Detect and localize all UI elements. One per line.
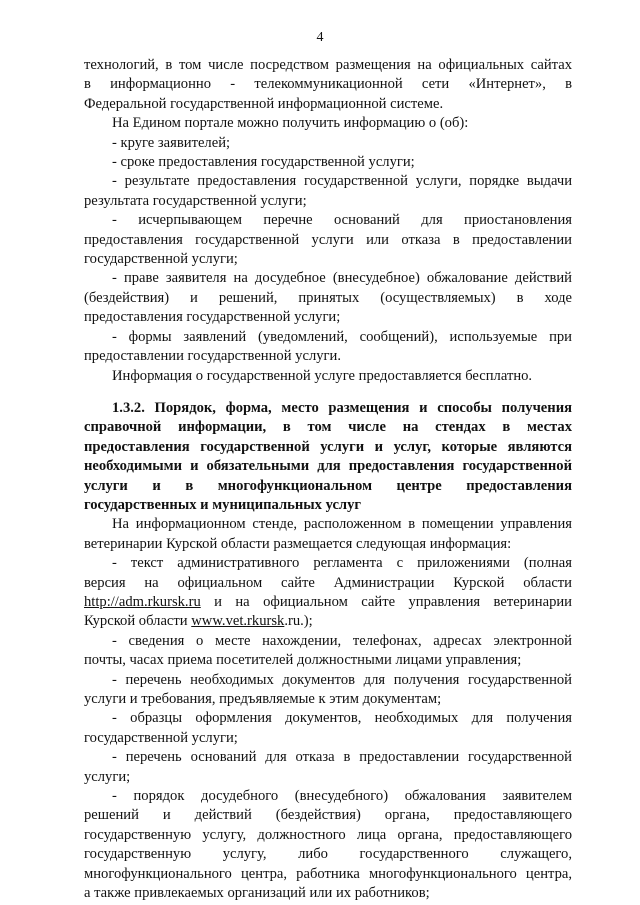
text-line: многофункционального центра, работника многофункционального центра, <box>84 865 572 882</box>
vet-site-link[interactable]: www.vet.rkursk <box>191 613 285 630</box>
text-line: Федеральной государственной информационной системе. <box>84 95 444 112</box>
page-number: 4 <box>316 30 324 45</box>
text-line <box>84 593 572 612</box>
list-item: - исчерпывающем перечне оснований для приостановления <box>112 212 572 229</box>
text-fragment: и на официальном сайте управления ветеринарии <box>200 593 572 610</box>
text-fragment: Курской области <box>84 613 192 630</box>
adm-site-link[interactable]: http://adm.rkursk.ru <box>84 593 201 610</box>
text-line: в информационно - телекоммуникационной сети «Интернет», в <box>84 76 572 93</box>
text-line: На Едином портале можно получить информацию о (об): <box>112 115 469 132</box>
list-item: - образцы оформления документов, необходимых для получения <box>112 710 572 727</box>
text-line: (бездействия) и решений, принятых (осуществляемых) в ходе <box>84 289 572 306</box>
section-heading: предоставления государственной услуги и услуг, которые являются <box>84 438 572 455</box>
text-line: государственной услуги; <box>84 251 238 268</box>
list-item: - сведения о месте нахождении, телефонах, адресах электронной <box>112 632 572 649</box>
list-item: - праве заявителя на досудебное (внесудебное) обжалование действий <box>112 270 572 287</box>
section-heading: справочной информации, в том числе на стендах в местах <box>84 419 572 436</box>
text-line: услуги и требования, предъявляемые к этим документам; <box>84 691 442 707</box>
text-line <box>84 612 572 631</box>
text-line: а также привлекаемых организаций или их работников; <box>84 885 430 902</box>
text-line: результата государственной услуги; <box>84 192 307 209</box>
list-item: - перечень необходимых документов для получения государственной <box>112 671 572 688</box>
list-item: - результате предоставления государственной услуги, порядке выдачи <box>112 173 572 190</box>
list-item: - круге заявителей; <box>112 134 231 151</box>
text-line: ветеринарии Курской области размещается следующая информация: <box>84 535 512 552</box>
section-heading: услуги и в многофункциональном центре предоставления <box>84 477 572 494</box>
text-line: решений и действий (бездействия) органа, предоставляющего <box>84 807 572 824</box>
section-heading: государственных и муниципальных услуг <box>84 496 362 513</box>
list-item: - сроке предоставления государственной услуги; <box>112 154 415 171</box>
text-line: государственную услугу, должностного лица органа, предоставляющего <box>84 826 572 843</box>
text-line: предоставлении государственной услуги. <box>84 348 341 365</box>
text-line: На информационном стенде, расположенном в помещении управления <box>112 516 572 533</box>
section-heading: необходимыми и обязательными для предоставления государственной <box>84 458 572 475</box>
text-line: почты, часах приема посетителей должностными лицами управления; <box>84 652 522 669</box>
section-heading: 1.3.2. Порядок, форма, место размещения и способы получения <box>112 399 572 416</box>
text-line: технологий, в том числе посредством размещения на официальных сайтах <box>84 57 572 73</box>
list-item: - порядок досудебного (внесудебного) обжалования заявителем <box>112 788 572 805</box>
list-item: - текст административного регламента с приложениями (полная <box>112 555 572 572</box>
text-line: услуги; <box>84 768 131 785</box>
text-line: предоставления государственной услуги; <box>84 309 341 326</box>
list-item: - перечень оснований для отказа в предоставлении государственной <box>112 749 572 766</box>
list-item: - формы заявлений (уведомлений, сообщений), используемые при <box>112 328 572 345</box>
text-line: предоставления государственной услуги или отказа в предоставлении <box>84 231 572 248</box>
text-line: государственную услугу, либо государственного служащего, <box>84 846 572 863</box>
document-body <box>84 56 572 903</box>
text-line: версия на официальном сайте Администрации Курской области <box>84 574 572 591</box>
text-line: Информация о государственной услуге предоставляется бесплатно. <box>112 367 533 384</box>
text-fragment: .ru.); <box>284 613 313 630</box>
text-line: государственной услуги; <box>84 729 238 746</box>
